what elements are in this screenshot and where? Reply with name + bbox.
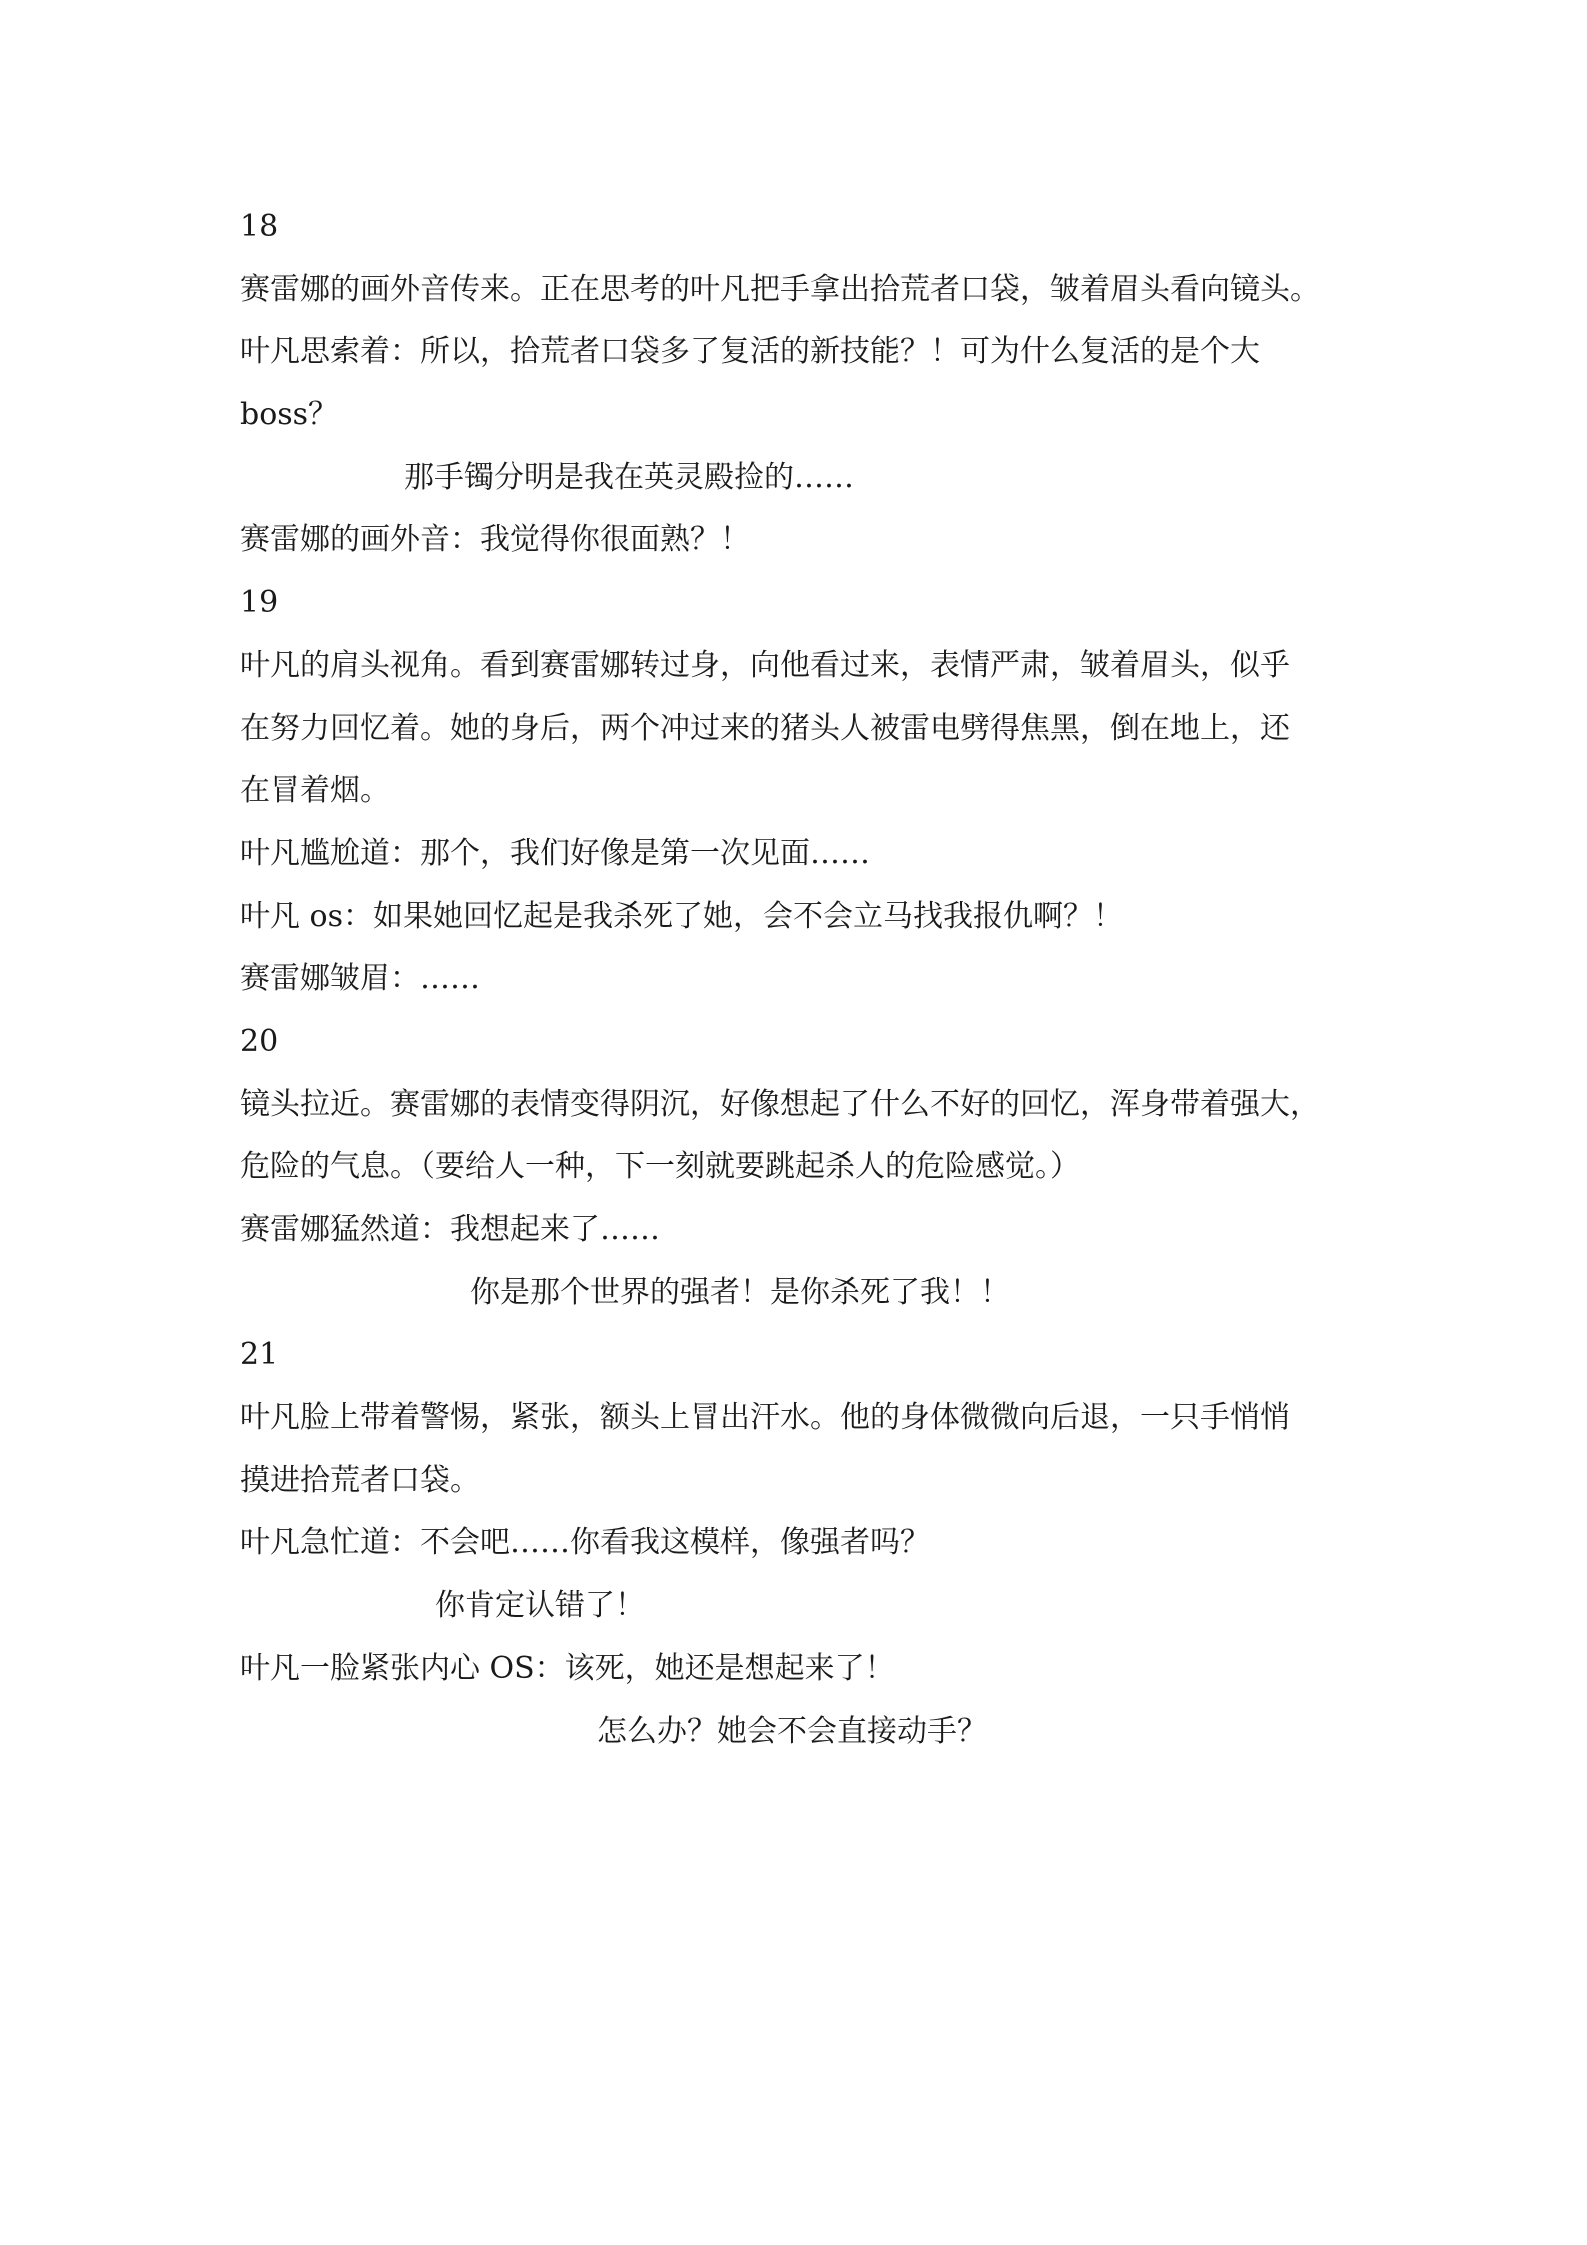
scene-number-20: 20 [240,1023,279,1059]
script-text [240,196,1360,1763]
paragraph: 叶凡思索着：所以，拾荒者口袋多了复活的新技能？！可为什么复活的是个大 [240,334,1260,370]
paragraph: 叶凡 os：如果她回忆起是我杀死了她，会不会立马找我报仇啊？！ [240,898,1123,934]
paragraph: 在努力回忆着。她的身后，两个冲过来的猪头人被雷电劈得焦黑，倒在地上，还 [240,710,1290,746]
scene-number-21: 21 [240,1337,279,1373]
paragraph: 镜头拉近。赛雷娜的表情变得阴沉，好像想起了什么不好的回忆，浑身带着强大， [240,1086,1320,1122]
paragraph: 叶凡急忙道：不会吧……你看我这模样，像强者吗？ [240,1525,930,1561]
dialogue-continuation: 你是那个世界的强者！是你杀死了我！！ [470,1274,1010,1310]
paragraph: 赛雷娜的画外音传来。正在思考的叶凡把手拿出拾荒者口袋，皱着眉头看向镜头。 [240,271,1320,307]
paragraph: 赛雷娜的画外音：我觉得你很面熟？！ [240,522,750,558]
paragraph: 叶凡尴尬道：那个，我们好像是第一次见面…… [240,835,870,871]
paragraph: 叶凡的肩头视角。看到赛雷娜转过身，向他看过来，表情严肃，皱着眉头，似乎 [240,647,1290,683]
paragraph: boss？ [240,397,339,433]
dialogue-continuation: 那手镯分明是我在英灵殿捡的…… [404,459,854,495]
paragraph: 赛雷娜皱眉：…… [240,961,480,997]
paragraph: 危险的气息。（要给人一种，下一刻就要跳起杀人的危险感觉。） [240,1149,1080,1185]
dialogue-continuation: 怎么办？她会不会直接动手？ [597,1713,987,1749]
paragraph: 在冒着烟。 [240,773,390,809]
paragraph: 叶凡一脸紧张内心 OS：该死，她还是想起来了！ [240,1650,895,1686]
dialogue-continuation: 你肯定认错了！ [435,1588,645,1624]
paragraph: 赛雷娜猛然道：我想起来了…… [240,1212,660,1247]
paragraph: 叶凡脸上带着警惕，紧张，额头上冒出汗水。他的身体微微向后退，一只手悄悄 [240,1400,1290,1436]
scene-number-19: 19 [240,585,279,621]
paragraph: 摸进拾荒者口袋。 [240,1462,480,1498]
scene-number-18: 18 [240,209,279,244]
